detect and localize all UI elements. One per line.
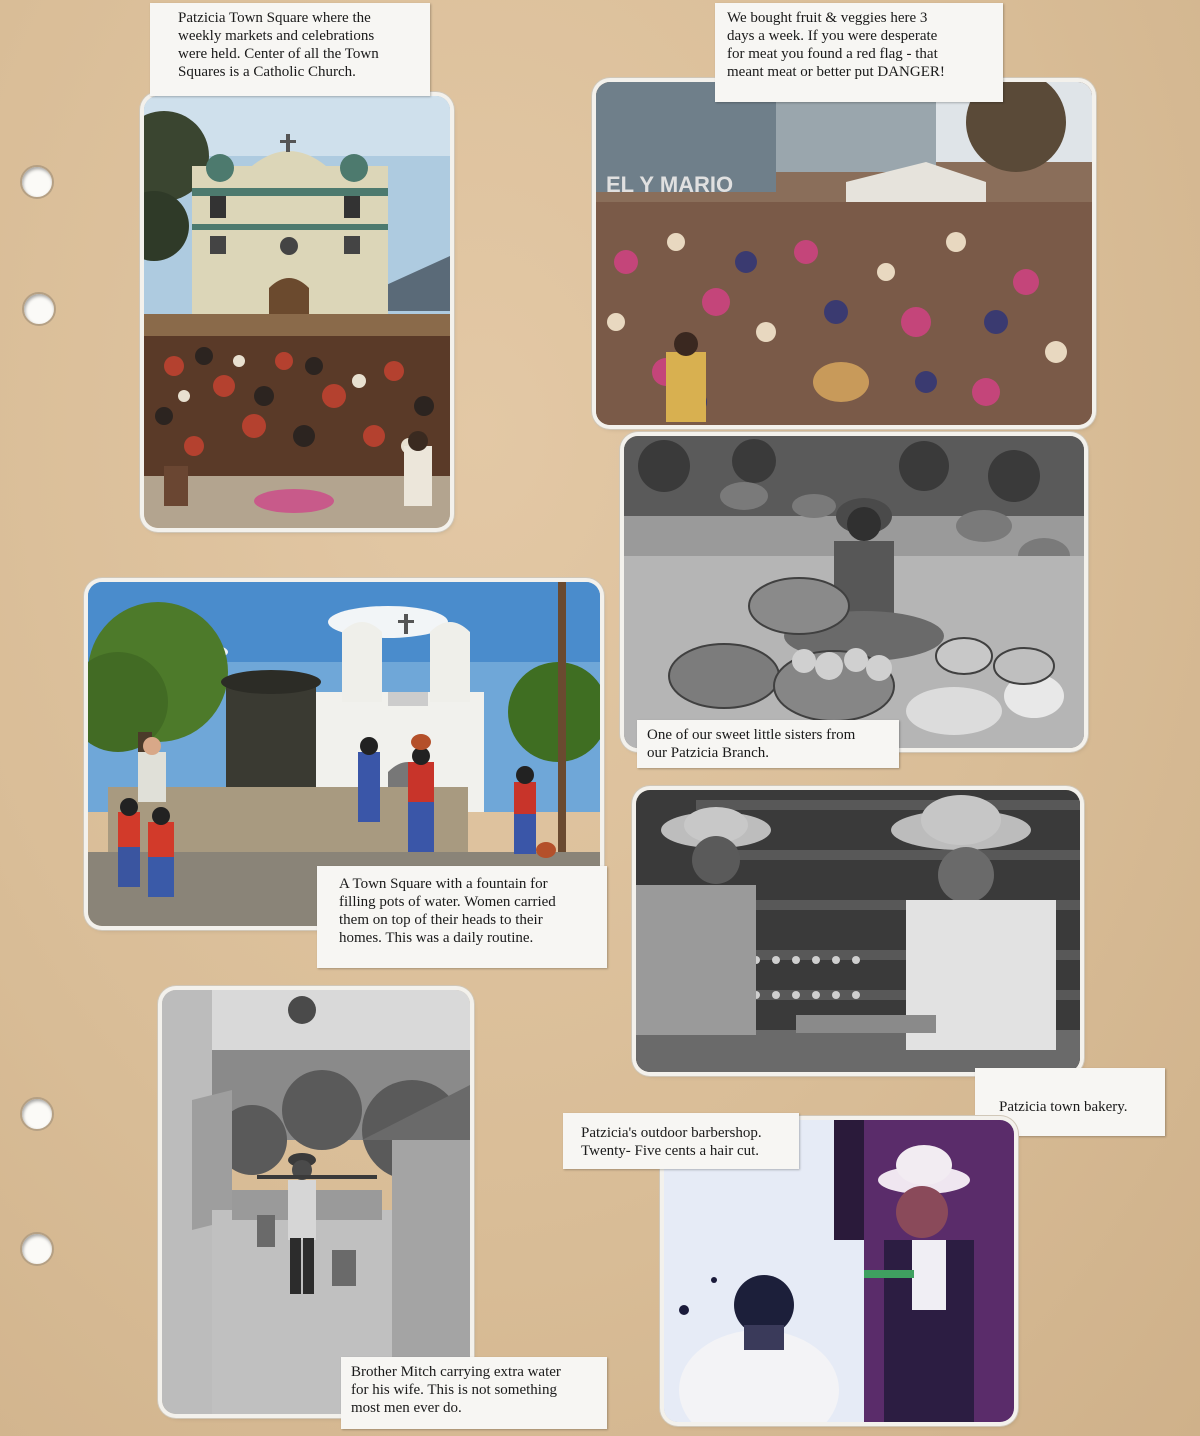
caption-barbershop xyxy=(563,1113,799,1169)
caption-line: Brother Mitch carrying extra water xyxy=(351,1364,561,1380)
caption-line: Patzicia Town Square where the xyxy=(178,10,371,26)
binder-hole-3 xyxy=(20,1097,54,1131)
caption-line: Squares is a Catholic Church. xyxy=(178,64,356,80)
caption-fountain xyxy=(317,866,607,968)
caption-market xyxy=(715,3,1003,102)
binder-hole-2 xyxy=(22,292,56,326)
caption-line: days a week. If you were desperate xyxy=(727,28,938,44)
photo-market xyxy=(596,82,1092,425)
binder-hole-4 xyxy=(20,1232,54,1266)
photo-bakery xyxy=(636,790,1080,1072)
caption-line: filling pots of water. Women carried xyxy=(339,894,556,910)
photo-town-square-church xyxy=(144,96,450,528)
caption-mitch xyxy=(341,1357,607,1429)
caption-line: One of our sweet little sisters from xyxy=(647,727,856,743)
caption-line: Patzicia town bakery. xyxy=(999,1099,1128,1115)
caption-line: Patzicia's outdoor barbershop. xyxy=(581,1125,762,1141)
caption-sister xyxy=(637,720,899,768)
caption-line: our Patzicia Branch. xyxy=(647,745,770,761)
caption-line: them on top of their heads to their xyxy=(339,912,543,928)
caption-line: for meat you found a red flag - that xyxy=(727,46,938,62)
caption-line: were held. Center of all the Town xyxy=(178,46,379,62)
caption-line: for his wife. This is not something xyxy=(351,1382,557,1398)
caption-line: homes. This was a daily routine. xyxy=(339,930,534,946)
photo-sister-with-baskets xyxy=(624,436,1084,748)
caption-line: We bought fruit & veggies here 3 xyxy=(727,10,928,26)
caption-line: weekly markets and celebrations xyxy=(178,28,375,44)
caption-line: meant meat or better put DANGER! xyxy=(727,64,945,80)
binder-hole-1 xyxy=(20,165,54,199)
caption-town-square xyxy=(150,3,430,96)
caption-line: Twenty- Five cents a hair cut. xyxy=(581,1143,760,1159)
caption-line: A Town Square with a fountain for xyxy=(339,876,548,892)
photo-brother-mitch xyxy=(162,990,470,1414)
caption-line: most men ever do. xyxy=(351,1400,462,1416)
market-sign-text: EL Y MARIO xyxy=(606,172,734,197)
